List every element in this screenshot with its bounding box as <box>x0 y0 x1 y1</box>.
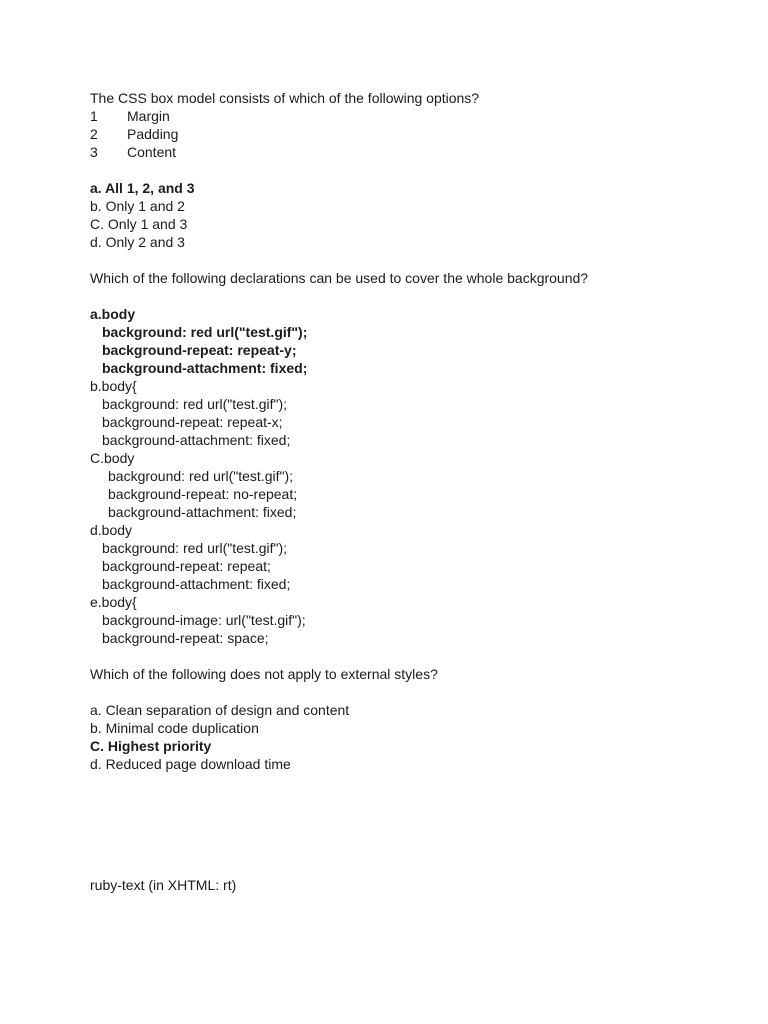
question2-option-a <box>90 305 728 377</box>
blank-line <box>90 683 728 701</box>
question1-option-a: a. All 1, 2, and 3 <box>90 180 195 196</box>
list-item-number: 1 <box>90 108 98 124</box>
css-declaration: background-repeat: no-repeat; <box>108 486 298 502</box>
blank-line <box>90 161 728 179</box>
question2-option-e <box>90 593 728 647</box>
css-declaration: background-image: url("test.gif"); <box>102 612 306 628</box>
question3-prompt: Which of the following does not apply to external styles? <box>90 666 438 682</box>
blank-line <box>90 287 728 305</box>
blank-line <box>90 647 728 665</box>
css-declaration: background-attachment: fixed; <box>108 504 297 520</box>
css-declaration: background-repeat: repeat-x; <box>102 414 283 430</box>
question3-option-a: a. Clean separation of design and content <box>90 702 350 718</box>
question2-prompt: Which of the following declarations can be used to cover the whole background? <box>90 270 589 286</box>
list-item-label: Padding <box>127 126 179 142</box>
question3-option-d: d. Reduced page download time <box>90 756 291 772</box>
css-declaration: background: red url("test.gif"); <box>102 324 308 340</box>
list-item-label: Content <box>127 144 177 160</box>
question1-list-item-1 <box>90 107 728 125</box>
css-declaration: background-attachment: fixed; <box>102 432 291 448</box>
css-declaration: background: red url("test.gif"); <box>108 468 294 484</box>
question2-option-c <box>90 449 728 521</box>
css-declaration: background-repeat: repeat; <box>102 558 271 574</box>
css-selector: d.body <box>90 522 133 538</box>
css-declaration: background-repeat: space; <box>102 630 269 646</box>
css-selector: C.body <box>90 450 135 466</box>
css-selector: b.body{ <box>90 378 137 394</box>
question1-list-item-2 <box>90 125 728 143</box>
blank-line <box>90 251 728 269</box>
question3-option-b: b. Minimal code duplication <box>90 720 259 736</box>
css-selector: a.body <box>90 306 136 322</box>
question1-prompt: The CSS box model consists of which of the following options? <box>90 90 480 106</box>
css-selector: e.body{ <box>90 594 137 610</box>
list-item-number: 3 <box>90 144 98 160</box>
question2-option-b <box>90 377 728 449</box>
list-item-number: 2 <box>90 126 98 142</box>
footer-note: ruby-text (in XHTML: rt) <box>90 877 237 893</box>
question3-option-c: C. Highest priority <box>90 738 212 754</box>
question2-option-d <box>90 521 728 593</box>
css-declaration: background-attachment: fixed; <box>102 576 291 592</box>
css-declaration: background-attachment: fixed; <box>102 360 308 376</box>
list-item-label: Margin <box>127 108 170 124</box>
question1-list-item-3 <box>90 143 728 161</box>
css-declaration: background-repeat: repeat-y; <box>102 342 297 358</box>
vertical-spacer <box>90 773 728 876</box>
css-declaration: background: red url("test.gif"); <box>102 540 288 556</box>
css-declaration: background: red url("test.gif"); <box>102 396 288 412</box>
question1-option-c: C. Only 1 and 3 <box>90 216 188 232</box>
question1-option-d: d. Only 2 and 3 <box>90 234 185 250</box>
question1-option-b: b. Only 1 and 2 <box>90 198 185 214</box>
